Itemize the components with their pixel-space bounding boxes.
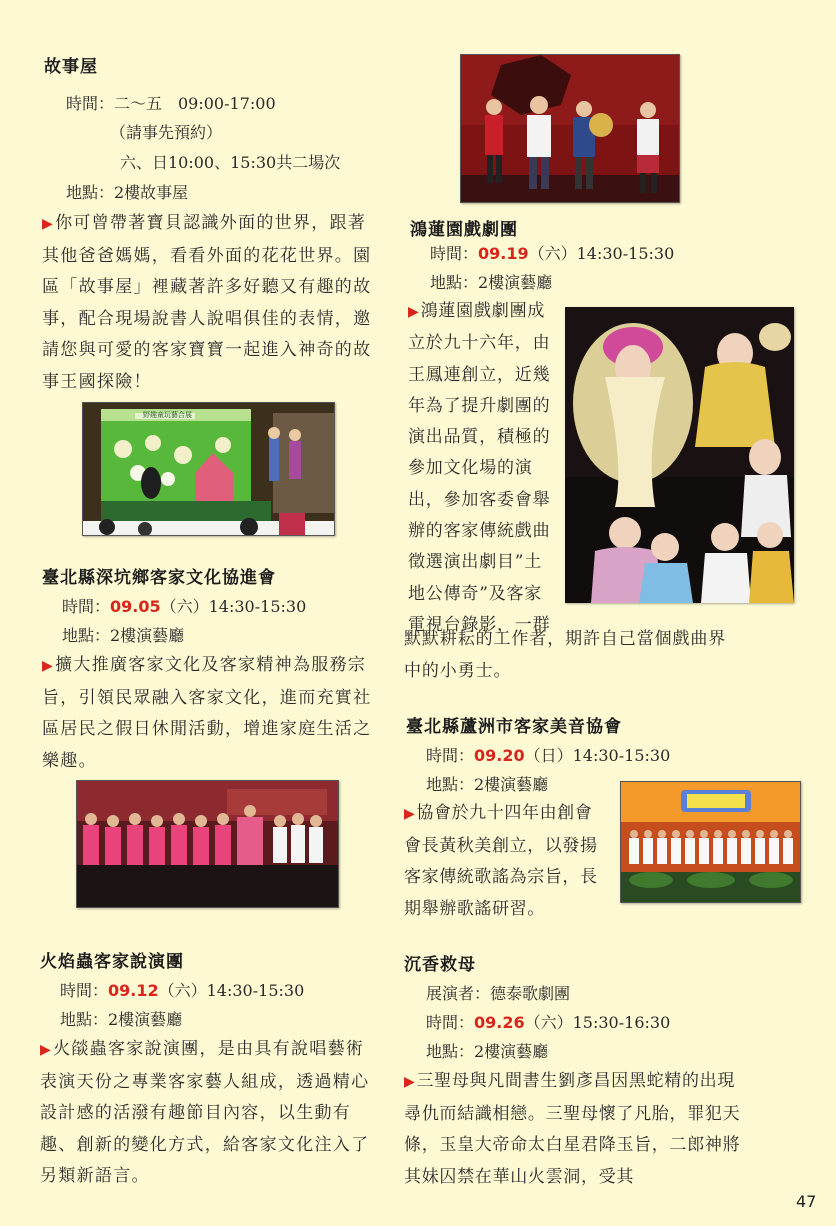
desc-line-11: 電視台錄影，一群 [408,614,551,635]
red-arrow-icon: ▶ [42,216,55,232]
honglian-desc-tail: 默默耕耘的工作者，期許自己當個戲曲界中的小勇士。 [404,629,727,681]
story-house-desc-text: 你可曾帶著寶貝認識外面的世界，跟著其他爸爸媽媽，看看外面的花花世界。園區「故事屋」裡藏著許多好聽又有趣的故事，配合現場說書人說唱俱佳的表情，邀請您與可愛的客家寶寶一起進入神奇的故事王國探險！ [42,213,372,392]
desc-line-1: 鴻蓮園戲劇團成 [420,301,546,321]
chenxiang-performer: 展演者：德泰歌劇團 [426,984,571,1003]
section-title-shenkeng: 臺北縣深坑鄉客家文化協進會 [42,568,276,588]
time-label: 時間： [426,1013,475,1032]
fireflies-time-range: （六）14:30-15:30 [158,981,305,1000]
honglian-time [430,239,674,268]
story-house-time: 時間：二～五 09:00-17:00 [66,94,276,113]
story-house-photo [82,402,335,536]
chenxiang-place: 地點：2樓演藝廳 [426,1042,549,1061]
honglian-description [408,296,568,641]
red-arrow-icon: ▶ [40,1042,53,1058]
desc-line-3: 王鳳連創立，近幾 [408,364,551,385]
story-house-photo-sign: 野趣童玩藝合展 [143,411,192,419]
desc-line-4: 年為了提升劇團的 [408,395,551,416]
story-house-place: 地點：2樓故事屋 [66,183,189,202]
honglian-date: 09.19 [478,244,529,263]
story-house-reserve-note: （請事先預約） [110,123,223,142]
shenkeng-desc-text: 擴大推廣客家文化及客家精神為服務宗旨，引領民眾融入客家文化，進而充實社區居民之假日休閒活動，增進家庭生活之樂趣。 [42,655,372,771]
fireflies-desc-text: 火燄蟲客家說演團，是由具有說唱藝術表演天份之專業客家藝人組成，透過精心設計感的活潑有趣節目內容，以生動有趣、創新的變化方式，給客家文化注入了另類新語言。 [40,1039,370,1186]
story-house-weekend-time: 六、日10:00、15:30共二場次 [120,153,341,172]
desc-line-10: 地公傳奇”及客家 [408,583,543,604]
luzhou-time [426,741,670,770]
desc-line-2: 立於九十六年，由 [408,333,551,354]
desc-line-9: 徵選演出劇目”土 [408,552,543,573]
desc-line-1: 協會於九十四年由創會 [416,803,593,823]
page-number: 47 [796,1192,817,1211]
story-house-description [42,208,380,398]
shenkeng-description [42,650,378,777]
section-title-honglian: 鴻蓮園戲劇團 [410,220,518,240]
desc-line-2: 會長黃秋美創立，以發揚 [404,835,598,856]
desc-line-8: 辦的客家傳統戲曲 [408,521,551,542]
shenkeng-chorus-photo [76,780,339,908]
section-title-luzhou: 臺北縣蘆洲市客家美音協會 [406,717,622,737]
honglian-place: 地點：2樓演藝廳 [430,273,553,292]
luzhou-description [404,798,614,925]
chenxiang-time-range: （六）15:30-16:30 [524,1013,671,1032]
chenxiang-date: 09.26 [474,1013,525,1032]
honglian-time-range: （六）14:30-15:30 [528,244,675,263]
desc-line-3: 客家傳統歌謠為宗旨，長 [404,867,598,887]
fireflies-description [40,1034,376,1193]
desc-line-7: 出，參加客委會舉 [408,489,551,510]
time-label: 時間： [60,981,109,1000]
honglian-desc-line [408,296,568,328]
luzhou-date: 09.20 [474,746,525,765]
desc-line-4: 期舉辦歌謠研習。 [404,898,545,919]
section-title-chenxiang: 沉香救母 [404,955,476,975]
fireflies-time [60,976,304,1005]
luzhou-desc-line [404,798,614,831]
opera-collage-photo [565,307,794,603]
red-arrow-icon: ▶ [404,1074,416,1090]
shenkeng-place: 地點：2樓演藝廳 [62,626,185,645]
fireflies-place: 地點：2樓演藝廳 [60,1010,183,1029]
shenkeng-time [62,592,306,621]
red-arrow-icon: ▶ [404,806,416,822]
time-label: 時間： [62,597,111,616]
shenkeng-date: 09.05 [110,597,161,616]
luzhou-chorus-photo [620,781,801,903]
chenxiang-desc-text: 三聖母與凡間書生劉彥昌因黑蛇精的出現尋仇而結識相戀。三聖母懷了凡胎，罪犯天條，玉皇大帝命太白星君降玉旨，二郎神將其妹囚禁在華山火雲洞，受其 [404,1071,741,1187]
time-label: 時間： [426,746,475,765]
time-label: 時間： [430,244,479,263]
shenkeng-time-range: （六）14:30-15:30 [160,597,307,616]
red-arrow-icon: ▶ [42,658,55,674]
desc-line-6: 參加文化場的演 [408,458,533,479]
section-title-story-house: 故事屋 [44,57,98,77]
luzhou-time-range: （日）14:30-15:30 [524,746,671,765]
section-title-fireflies: 火焰蟲客家說演團 [40,952,184,972]
red-arrow-icon: ▶ [408,304,420,320]
kids-stage-photo [460,54,680,203]
luzhou-place: 地點：2樓演藝廳 [426,775,549,794]
chenxiang-description [404,1066,742,1193]
desc-line-5: 演出品質，積極的 [408,427,551,448]
fireflies-date: 09.12 [108,981,159,1000]
chenxiang-time [426,1008,670,1037]
